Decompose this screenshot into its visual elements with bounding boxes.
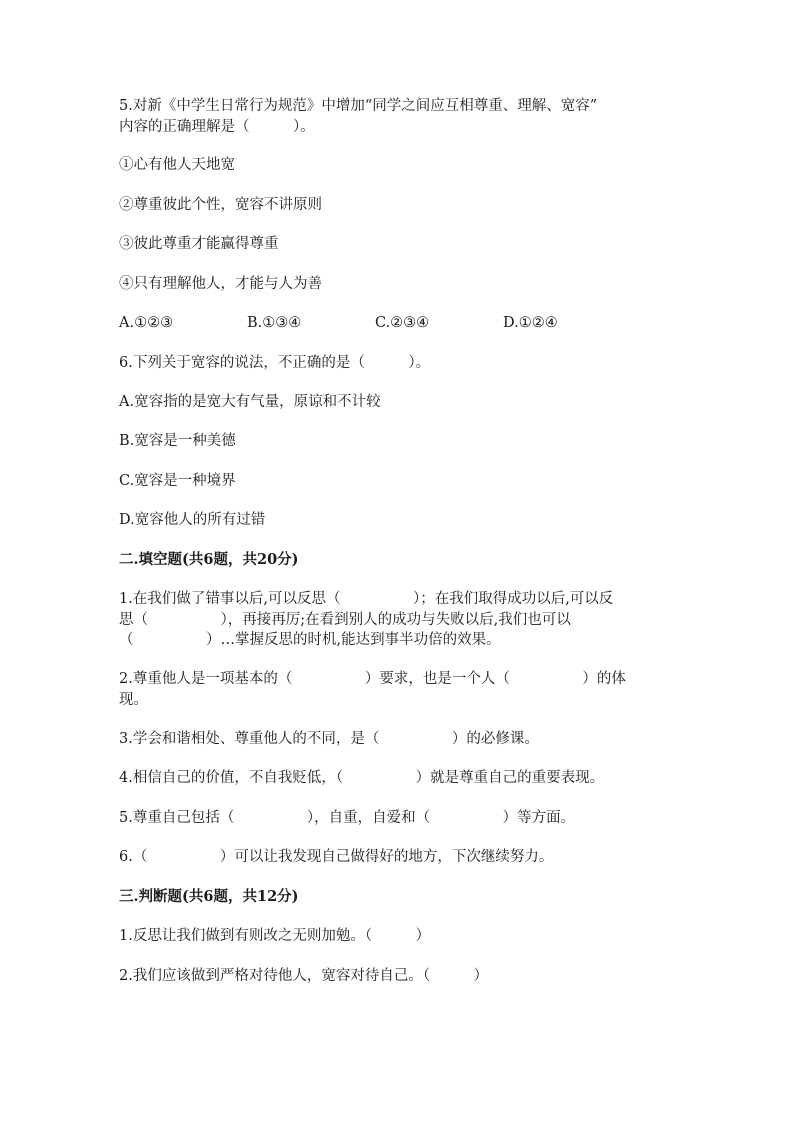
q6-stem: 6.下列关于宽容的说法，不正确的是（ ）。 — [119, 355, 431, 371]
s2-q1-line1: 1.在我们做了错事以后,可以反思（ ）；在我们取得成功以后,可以反 — [119, 591, 614, 607]
q5-stem-line2: 内容的正确理解是（ ）。 — [119, 119, 315, 135]
s2-q1-line2: 思（ ），再接再厉;在看到别人的成功与失败以后,我们也可以 — [119, 612, 571, 628]
q6-option-a: A.宽容指的是宽大有气量，原谅和不计较 — [119, 394, 381, 410]
q6-option-d: D.宽容他人的所有过错 — [119, 512, 266, 528]
q5-option-d: D.①②④ — [503, 315, 558, 331]
s2-q5: 5.尊重自己包括（ ），自重，自爱和（ ）等方面。 — [119, 810, 576, 826]
section2-title: 二.填空题(共6题，共20分) — [119, 551, 299, 568]
q5-item-4: ④只有理解他人，才能与人为善 — [119, 276, 322, 292]
q5-item-2: ②尊重彼此个性，宽容不讲原则 — [119, 197, 322, 213]
s2-q1-line3: （ ）…掌握反思的时机,能达到事半功倍的效果。 — [119, 632, 501, 648]
q6-option-b: B.宽容是一种美德 — [119, 433, 236, 449]
q5-option-a: A.①②③ — [119, 315, 174, 331]
s3-q2: 2.我们应该做到严格对待他人，宽容对待自己。（ ） — [119, 968, 489, 984]
s2-q2-line1: 2.尊重他人是一项基本的（ ）要求，也是一个人（ ）的体 — [119, 671, 626, 687]
s3-q1: 1.反思让我们做到有则改之无则加勉。（ ） — [119, 928, 431, 944]
s2-q3: 3.学会和谐相处、尊重他人的不同，是（ ）的必修课。 — [119, 731, 539, 747]
q5-stem-line1: 5.对新《中学生日常行为规范》中增加“同学之间应互相尊重、理解、宽容” — [119, 98, 598, 114]
s2-q2-line2: 现。 — [119, 692, 148, 708]
section3-title: 三.判断题(共6题，共12分) — [119, 888, 299, 905]
s2-q6: 6.（ ）可以让我发现自己做得好的地方，下次继续努力。 — [119, 849, 554, 865]
s2-q4: 4.相信自己的价值，不自我贬低，（ ）就是尊重自己的重要表现。 — [119, 770, 605, 786]
q5-item-3: ③彼此尊重才能赢得尊重 — [119, 236, 279, 252]
q5-option-b: B.①③④ — [247, 315, 302, 331]
q5-item-1: ①心有他人天地宽 — [119, 157, 235, 173]
q6-option-c: C.宽容是一种境界 — [119, 473, 236, 489]
q5-option-c: C.②③④ — [375, 315, 430, 331]
